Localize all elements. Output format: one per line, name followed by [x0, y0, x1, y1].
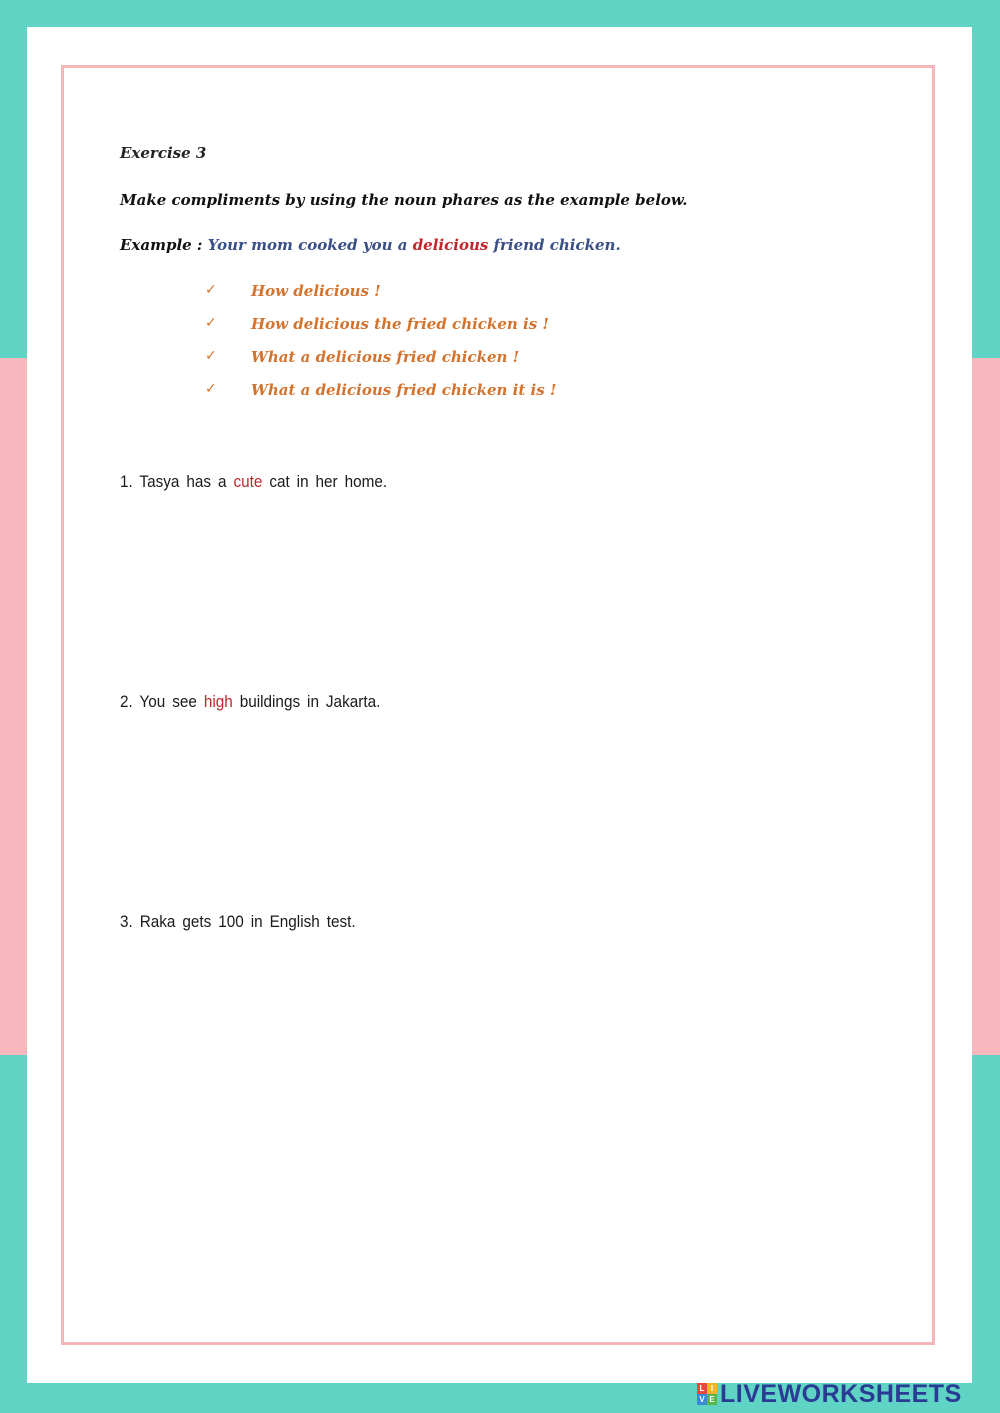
question-text-end: cat in her home.	[262, 472, 388, 491]
list-item	[205, 315, 556, 348]
list-item	[205, 282, 556, 315]
question-text: 3. Raka gets 100 in English test.	[120, 912, 356, 931]
example-text-end: friend chicken.	[488, 236, 621, 254]
answer-text: How delicious !	[251, 282, 381, 300]
checkmark-icon: ✓	[205, 348, 217, 364]
example-label: Example :	[120, 236, 208, 254]
question-highlight-word: high	[203, 692, 233, 711]
list-item	[205, 381, 556, 414]
brand-name: LIVEWORKSHEETS	[720, 1379, 962, 1408]
live-badge-icon: L I V E	[697, 1383, 717, 1405]
example-text-start: Your mom cooked you a	[207, 236, 413, 254]
liveworksheets-logo	[697, 1381, 962, 1407]
exercise-title: Exercise 3	[120, 144, 207, 162]
question-text-end: buildings in Jakarta.	[232, 692, 381, 711]
question-3	[120, 912, 356, 932]
exercise-instruction: Make compliments by using the noun phares as the example below.	[120, 191, 688, 209]
question-highlight-word: cute	[233, 472, 263, 491]
answer-text: What a delicious fried chicken it is !	[251, 381, 557, 399]
checkmark-icon: ✓	[205, 315, 217, 331]
list-item	[205, 348, 556, 381]
checkmark-icon: ✓	[205, 381, 217, 397]
example-line	[120, 236, 621, 254]
question-text: 2. You see	[120, 692, 204, 711]
question-2	[120, 692, 380, 712]
answer-text: What a delicious fried chicken !	[251, 348, 520, 366]
question-text: 1. Tasya has a	[120, 472, 234, 491]
question-1	[120, 472, 387, 492]
checkmark-icon: ✓	[205, 282, 217, 298]
example-answers-list	[205, 282, 556, 414]
answer-text: How delicious the fried chicken is !	[251, 315, 549, 333]
example-highlight-word: delicious	[412, 236, 489, 254]
